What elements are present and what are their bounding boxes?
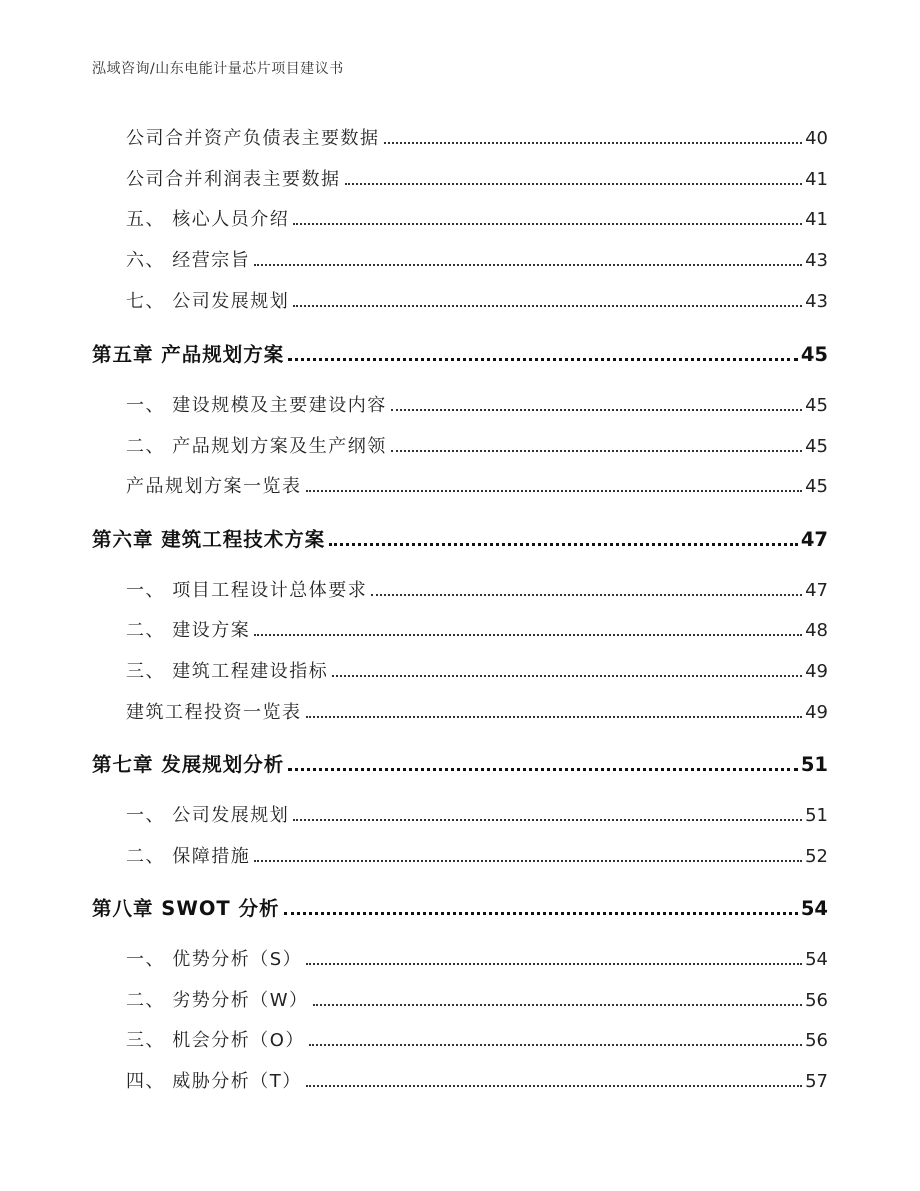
toc-dot-leader xyxy=(293,222,802,225)
toc-page-number: 51 xyxy=(805,805,828,826)
toc-entry[interactable] xyxy=(126,1026,828,1052)
toc-entry-title: 六、 经营宗旨 xyxy=(126,250,251,271)
toc-page-number: 56 xyxy=(805,990,828,1011)
toc-entry-title: 一、 优势分析（S） xyxy=(126,949,303,970)
toc-dot-leader xyxy=(391,449,802,452)
toc-entry[interactable] xyxy=(126,576,828,602)
toc-entry-title: 第八章 SWOT 分析 xyxy=(92,897,280,920)
toc-dot-leader xyxy=(345,182,803,185)
toc-dot-leader xyxy=(293,304,802,307)
toc-entry-title: 第六章 建筑工程技术方案 xyxy=(92,528,326,551)
toc-page-number: 49 xyxy=(805,702,828,723)
toc-page-number: 48 xyxy=(805,620,828,641)
toc-entry[interactable] xyxy=(126,986,828,1012)
toc-page-number: 47 xyxy=(805,580,828,601)
toc-dot-leader xyxy=(306,715,803,718)
toc-entry[interactable] xyxy=(126,842,828,868)
toc-dot-leader xyxy=(284,911,798,915)
toc-page-number: 52 xyxy=(805,846,828,867)
toc-entry-title: 七、 公司发展规划 xyxy=(126,291,290,312)
toc-page-number: 45 xyxy=(805,395,828,416)
toc-entry[interactable] xyxy=(126,801,828,827)
page-header xyxy=(92,58,828,84)
toc-entry[interactable] xyxy=(126,205,828,231)
toc-entry-title: 公司合并资产负债表主要数据 xyxy=(126,128,380,149)
toc-page-number: 40 xyxy=(805,128,828,149)
toc-entry[interactable] xyxy=(126,472,828,498)
toc-entry[interactable] xyxy=(126,287,828,313)
toc-dot-leader xyxy=(288,767,798,771)
toc-entry[interactable] xyxy=(126,616,828,642)
toc-page-number: 43 xyxy=(805,250,828,271)
toc-entry-title: 一、 公司发展规划 xyxy=(126,805,290,826)
toc-entry-title: 一、 项目工程设计总体要求 xyxy=(126,580,368,601)
toc-page-number: 47 xyxy=(800,528,828,551)
toc-entry[interactable] xyxy=(126,246,828,272)
toc-entry-title: 五、 核心人员介绍 xyxy=(126,209,290,230)
toc-entry[interactable] xyxy=(126,391,828,417)
toc-entry-title: 建筑工程投资一览表 xyxy=(126,702,302,723)
toc-entry-title: 三、 机会分析（O） xyxy=(126,1030,305,1051)
toc-chapter-entry[interactable] xyxy=(92,893,828,921)
toc-dot-leader xyxy=(309,1043,802,1046)
toc-entry[interactable] xyxy=(126,945,828,971)
toc-page-number: 51 xyxy=(800,753,828,776)
toc-dot-leader xyxy=(306,962,802,965)
toc-entry[interactable] xyxy=(126,657,828,683)
toc-chapter-entry[interactable] xyxy=(92,524,828,552)
toc-entry[interactable] xyxy=(126,698,828,724)
toc-entry-title: 第五章 产品规划方案 xyxy=(92,343,285,366)
toc-page-number: 45 xyxy=(805,436,828,457)
toc-dot-leader xyxy=(254,263,802,266)
toc-entry-title: 二、 保障措施 xyxy=(126,846,251,867)
toc-page-number: 43 xyxy=(805,291,828,312)
toc-dot-leader xyxy=(254,859,802,862)
toc-dot-leader xyxy=(384,141,803,144)
toc-entry-title: 四、 威胁分析（T） xyxy=(126,1071,302,1092)
toc-dot-leader xyxy=(329,542,798,546)
toc-dot-leader xyxy=(306,1084,802,1087)
toc-entry[interactable] xyxy=(126,165,828,191)
toc-page-number: 45 xyxy=(805,476,828,497)
toc-entry-title: 公司合并利润表主要数据 xyxy=(126,169,341,190)
toc-entry[interactable] xyxy=(126,1067,828,1093)
toc-entry-title: 三、 建筑工程建设指标 xyxy=(126,661,329,682)
toc-page-number: 57 xyxy=(805,1071,828,1092)
toc-page-number: 49 xyxy=(805,661,828,682)
toc-page-number: 41 xyxy=(805,169,828,190)
toc-dot-leader xyxy=(293,818,802,821)
toc-entry-title: 产品规划方案一览表 xyxy=(126,476,302,497)
toc-dot-leader xyxy=(332,674,802,677)
toc-entry[interactable] xyxy=(126,124,828,150)
toc-entry-title: 二、 产品规划方案及生产纲领 xyxy=(126,436,387,457)
toc-page-number: 45 xyxy=(800,343,828,366)
toc-page-number: 41 xyxy=(805,209,828,230)
toc-entry[interactable] xyxy=(126,432,828,458)
toc-page-number: 56 xyxy=(805,1030,828,1051)
toc-dot-leader xyxy=(288,357,798,361)
toc-page-number: 54 xyxy=(805,949,828,970)
toc-entry-title: 二、 建设方案 xyxy=(126,620,251,641)
toc-dot-leader xyxy=(313,1003,803,1006)
toc-chapter-entry[interactable] xyxy=(92,749,828,777)
toc-dot-leader xyxy=(254,633,802,636)
toc-dot-leader xyxy=(391,408,802,411)
toc-entry-title: 二、 劣势分析（W） xyxy=(126,990,309,1011)
header-title: 泓域咨询/山东电能计量芯片项目建议书 xyxy=(92,61,344,77)
toc-page-number: 54 xyxy=(800,897,828,920)
toc-entry-title: 第七章 发展规划分析 xyxy=(92,753,285,776)
toc-entry-title: 一、 建设规模及主要建设内容 xyxy=(126,395,387,416)
toc-dot-leader xyxy=(371,593,802,596)
toc-dot-leader xyxy=(306,489,803,492)
toc-chapter-entry[interactable] xyxy=(92,339,828,367)
